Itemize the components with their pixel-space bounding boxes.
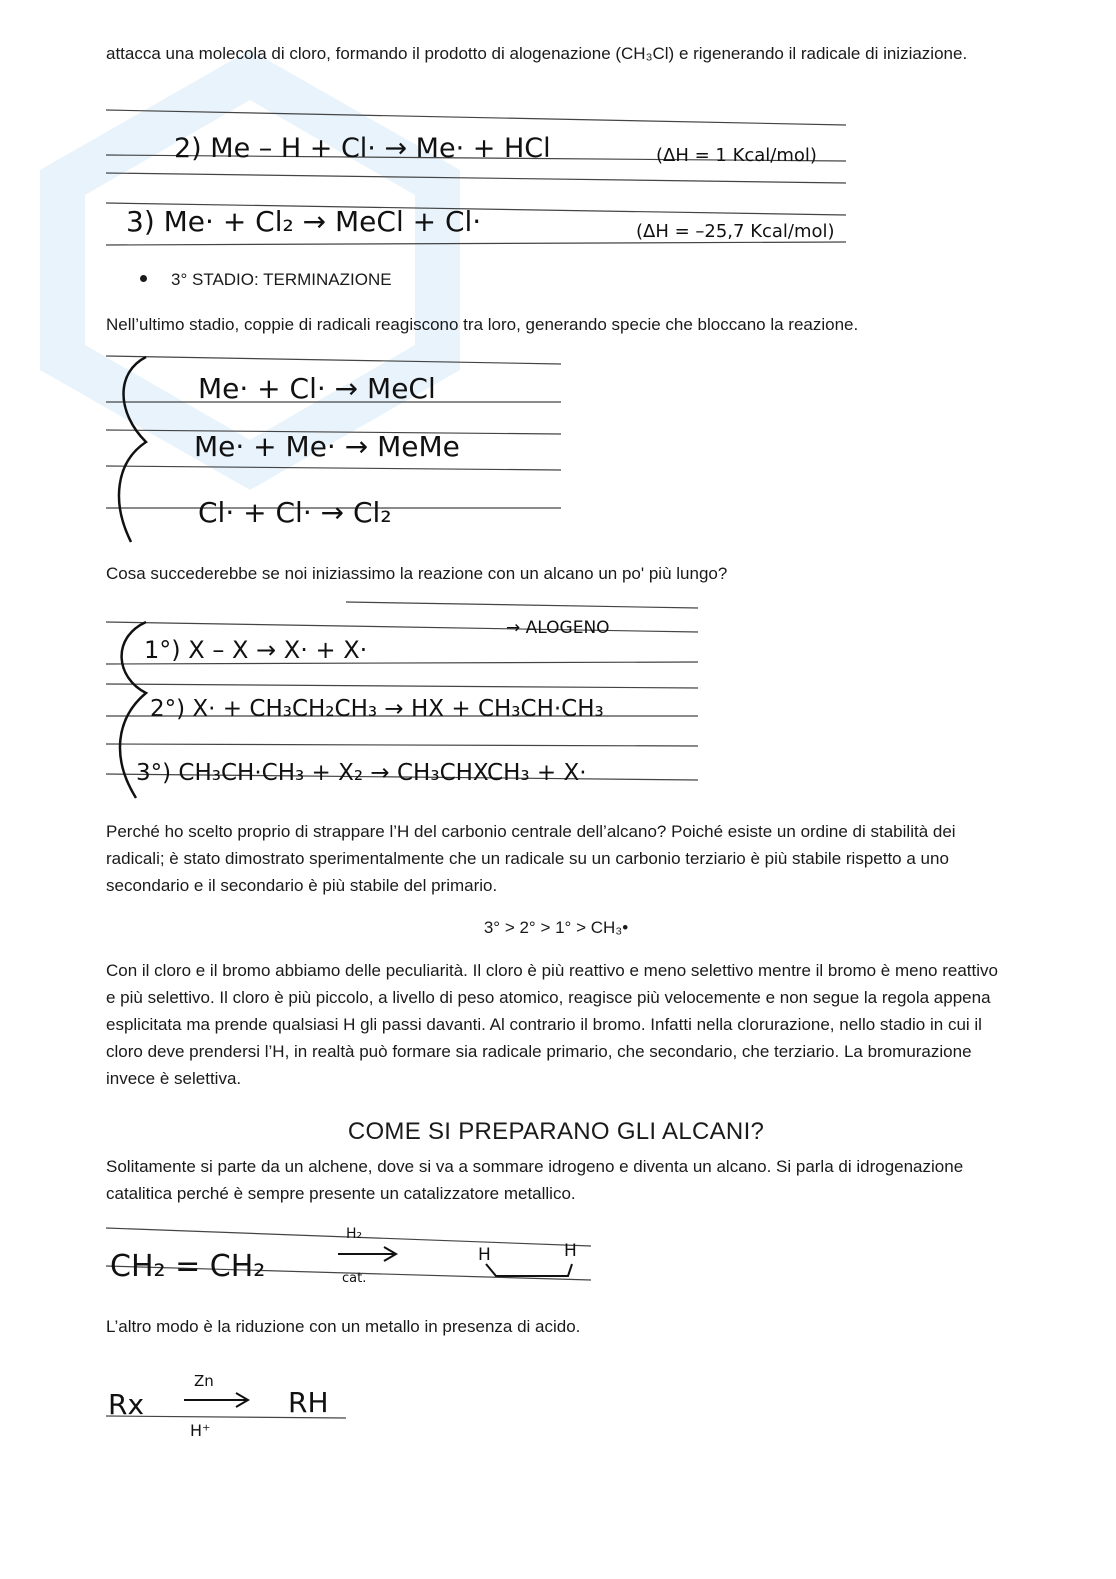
paragraph-longer-alkane: Cosa succederebbe se noi iniziassimo la reazione con un alcano un po' più lungo? [106, 564, 728, 583]
eq-termination-1: Me· + Cl· → MeCl [198, 372, 436, 405]
paragraph-radical-stability: Perché ho scelto proprio di strappare l’H del carbonio centrale dell’alcano? Poiché esiste un ordine di stabilità dei radicali; è stato dimostrato sperimentalmente che un radicale su un carbonio terziario è più stabile rispetto a uno secondario e il secondario è più stabile del primario. [106, 822, 956, 895]
hydrogenation-reagent: H₂ [346, 1226, 363, 1242]
eq-longer-2: 2°) X· + CH₃CH₂CH₃ → HX + CH₃CH·CH₃ [150, 696, 604, 722]
hydrogenation-catalyst: cat. [342, 1271, 367, 1286]
bullet-termination: 3° STADIO: TERMINAZIONE [140, 270, 392, 290]
handwritten-longer-alkane [106, 598, 706, 803]
stability-order: 3° > 2° > 1° > CH₃• [483, 918, 629, 937]
hydrogenation-h-right: H [564, 1241, 577, 1261]
hydrogenation-h-left: H [478, 1245, 491, 1265]
heading-preparation: COME SI PREPARANO GLI ALCANI? [347, 1118, 765, 1145]
reduction-product: RH [288, 1386, 329, 1419]
reduction-acid: H⁺ [190, 1421, 211, 1440]
eq-longer-1: 1°) X – X → X· + X· [144, 636, 368, 664]
handwritten-reduction [106, 1366, 356, 1446]
paragraph-termination: Nell’ultimo stadio, coppie di radicali reagiscono tra loro, generando specie che bloccano la reazione. [106, 315, 859, 334]
reduction-metal: Zn [194, 1372, 214, 1390]
handwritten-termination [106, 352, 566, 547]
eq-termination-3: Cl· + Cl· → Cl₂ [198, 496, 392, 529]
paragraph-chlorine-bromine: Con il cloro e il bromo abbiamo delle peculiarità. Il cloro è più reattivo e meno selettivo mentre il bromo è meno reattivo e più selettivo. Il cloro è più piccolo, a livello di peso atomico, reagisce più velocemente e non segue la regola appena esplicitata ma prende qualsiasi H gli passi davanti. Al contrario il bromo. Infatti nella clorurazione, nello stadio in cui il cloro deve prendersi l’H, in realtà può formare sia radicale primario, che secondario, che terziario. La bromurazione invece è selettiva. [106, 961, 998, 1088]
bullet-dot-icon [140, 275, 147, 282]
handwritten-hydrogenation [106, 1218, 596, 1288]
dh-propagation-3: (ΔH = –25,7 Kcal/mol) [636, 221, 835, 242]
eq-propagation-3: 3) Me· + Cl₂ → MeCl + Cl· [126, 205, 482, 238]
brace-icon [119, 357, 146, 542]
eq-longer-3: 3°) CH₃CH·CH₃ + X₂ → CH₃CHXCH₃ + X· [136, 760, 587, 786]
paragraph-propagation-end: attacca una molecola di cloro, formando il prodotto di alogenazione (CH₃Cl) e rigenerando il radicale di iniziazione. [106, 44, 968, 63]
note-halogen: → ALOGENO [506, 618, 610, 638]
handwritten-propagation [106, 105, 846, 250]
dh-propagation-2: (ΔH = 1 Kcal/mol) [656, 145, 817, 166]
eq-propagation-2: 2) Me – H + Cl· → Me· + HCl [174, 133, 551, 164]
paragraph-reduction: L’altro modo è la riduzione con un metallo in presenza di acido. [106, 1317, 581, 1336]
bond-sketch-icon [486, 1264, 572, 1276]
paragraph-hydrogenation: Solitamente si parte da un alchene, dove si va a sommare idrogeno e diventa un alcano. Si parla di idrogenazione catalitica perché è sempre presente un catalizzatore metallico. [106, 1157, 964, 1203]
reduction-reactant: Rx [108, 1388, 145, 1421]
eq-termination-2: Me· + Me· → MeMe [194, 430, 460, 463]
hydrogenation-reactant: CH₂ = CH₂ [110, 1249, 266, 1284]
